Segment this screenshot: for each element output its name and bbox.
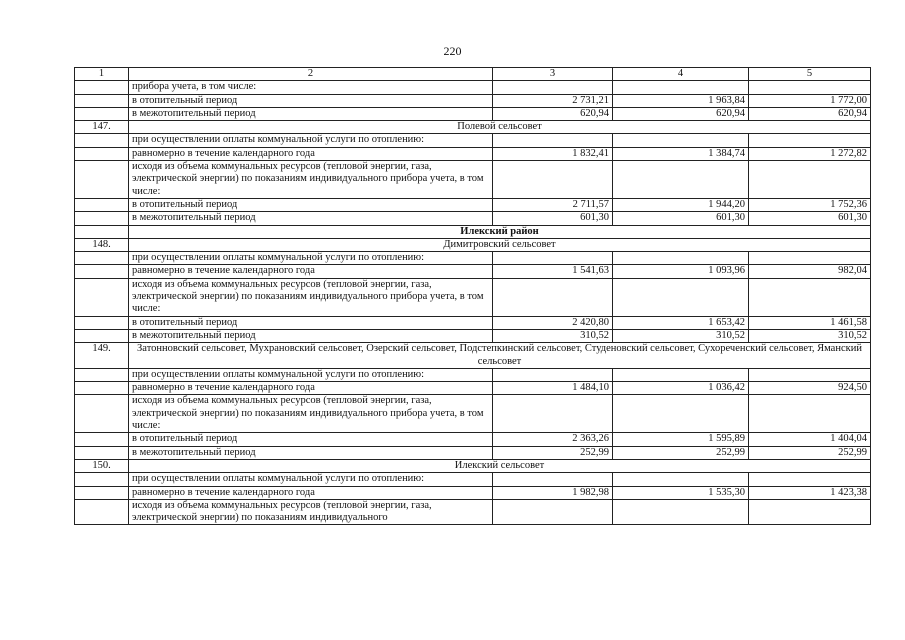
row-description-cell: в отопительный период — [129, 316, 493, 329]
row-description-cell: при осуществлении оплаты коммунальной услуги по отоплению: — [129, 252, 493, 265]
table-row — [75, 433, 871, 446]
section-title-row — [75, 459, 871, 472]
row-index-cell — [75, 433, 129, 446]
row-value-cell-5: 1 404,04 — [749, 433, 871, 446]
row-value-cell-4: 620,94 — [613, 107, 749, 120]
row-index-cell — [75, 134, 129, 147]
row-value-cell-3 — [493, 368, 613, 381]
row-description-cell: в отопительный период — [129, 433, 493, 446]
row-value-cell-5 — [749, 278, 871, 316]
district-index-cell — [75, 225, 129, 238]
row-description-cell: при осуществлении оплаты коммунальной услуги по отоплению: — [129, 473, 493, 486]
table-row — [75, 161, 871, 199]
table-row — [75, 316, 871, 329]
section-title-row — [75, 121, 871, 134]
row-description-cell: исходя из объема коммунальных ресурсов (тепловой энергии, газа, электрической энергии) по показаниям индивидуального прибора учета, в том числе: — [129, 161, 493, 199]
table-row — [75, 147, 871, 160]
row-description-cell: в межотопительный период — [129, 107, 493, 120]
row-value-cell-4 — [613, 81, 749, 94]
table-row — [75, 395, 871, 433]
row-value-cell-5: 924,50 — [749, 382, 871, 395]
row-value-cell-5: 982,04 — [749, 265, 871, 278]
row-index-cell — [75, 161, 129, 199]
row-value-cell-5 — [749, 499, 871, 525]
row-index-cell — [75, 329, 129, 342]
row-description-cell: при осуществлении оплаты коммунальной услуги по отоплению: — [129, 368, 493, 381]
row-value-cell-3 — [493, 81, 613, 94]
row-index-cell — [75, 368, 129, 381]
row-value-cell-4 — [613, 134, 749, 147]
section-number-cell: 147. — [75, 121, 129, 134]
row-value-cell-4: 310,52 — [613, 329, 749, 342]
tariff-table — [74, 67, 871, 525]
row-index-cell — [75, 107, 129, 120]
table-row — [75, 107, 871, 120]
table-row — [75, 81, 871, 94]
row-value-cell-3: 1 484,10 — [493, 382, 613, 395]
section-title-cell: Затонновский сельсовет, Мухрановский сельсовет, Озерский сельсовет, Подстепкинский сельсовет, Студеновский сельсовет, Сухореченский сельсовет, Яманский сельсовет — [129, 343, 871, 369]
row-index-cell — [75, 446, 129, 459]
row-value-cell-5: 1 752,36 — [749, 198, 871, 211]
section-title-cell: Илекский сельсовет — [129, 459, 871, 472]
row-index-cell — [75, 316, 129, 329]
row-index-cell — [75, 278, 129, 316]
row-value-cell-3: 2 420,80 — [493, 316, 613, 329]
row-index-cell — [75, 382, 129, 395]
row-value-cell-3: 1 541,63 — [493, 265, 613, 278]
table-row — [75, 486, 871, 499]
row-value-cell-3 — [493, 395, 613, 433]
row-value-cell-5: 601,30 — [749, 212, 871, 225]
row-value-cell-4: 1 036,42 — [613, 382, 749, 395]
section-number-cell: 149. — [75, 343, 129, 369]
header-cell: 4 — [613, 68, 749, 81]
tariff-table-body — [75, 68, 871, 525]
row-index-cell — [75, 81, 129, 94]
page-number: 220 — [443, 44, 462, 58]
row-value-cell-4: 1 384,74 — [613, 147, 749, 160]
row-value-cell-3: 252,99 — [493, 446, 613, 459]
row-value-cell-3: 310,52 — [493, 329, 613, 342]
district-heading-cell: Илекский район — [129, 225, 871, 238]
row-index-cell — [75, 212, 129, 225]
row-value-cell-3 — [493, 134, 613, 147]
row-value-cell-3 — [493, 499, 613, 525]
row-value-cell-5: 1 423,38 — [749, 486, 871, 499]
table-header-row — [75, 68, 871, 81]
row-value-cell-4 — [613, 395, 749, 433]
row-description-cell: в отопительный период — [129, 94, 493, 107]
row-value-cell-5 — [749, 134, 871, 147]
table-row — [75, 329, 871, 342]
header-cell: 5 — [749, 68, 871, 81]
row-value-cell-5: 310,52 — [749, 329, 871, 342]
row-value-cell-3: 1 832,41 — [493, 147, 613, 160]
table-row — [75, 368, 871, 381]
row-description-cell: в межотопительный период — [129, 329, 493, 342]
row-value-cell-5: 1 272,82 — [749, 147, 871, 160]
row-value-cell-3 — [493, 278, 613, 316]
row-value-cell-4 — [613, 368, 749, 381]
row-description-cell: прибора учета, в том числе: — [129, 81, 493, 94]
row-value-cell-4: 1 944,20 — [613, 198, 749, 211]
row-value-cell-5 — [749, 368, 871, 381]
row-description-cell: в отопительный период — [129, 198, 493, 211]
row-description-cell: равномерно в течение календарного года — [129, 147, 493, 160]
row-value-cell-3: 2 711,57 — [493, 198, 613, 211]
row-value-cell-5: 1 772,00 — [749, 94, 871, 107]
section-title-row — [75, 238, 871, 251]
row-description-cell: в межотопительный период — [129, 212, 493, 225]
table-row — [75, 473, 871, 486]
row-index-cell — [75, 94, 129, 107]
header-cell: 3 — [493, 68, 613, 81]
row-description-cell: исходя из объема коммунальных ресурсов (тепловой энергии, газа, электрической энергии) по показаниям индивидуального — [129, 499, 493, 525]
table-row — [75, 94, 871, 107]
row-value-cell-3 — [493, 473, 613, 486]
row-value-cell-4: 1 535,30 — [613, 486, 749, 499]
row-index-cell — [75, 147, 129, 160]
table-row — [75, 265, 871, 278]
row-value-cell-5: 620,94 — [749, 107, 871, 120]
row-value-cell-5 — [749, 252, 871, 265]
row-description-cell: исходя из объема коммунальных ресурсов (тепловой энергии, газа, электрической энергии) по показаниям индивидуального прибора учета, в том числе: — [129, 395, 493, 433]
row-value-cell-4 — [613, 161, 749, 199]
table-row — [75, 278, 871, 316]
row-value-cell-5: 252,99 — [749, 446, 871, 459]
row-description-cell: равномерно в течение календарного года — [129, 382, 493, 395]
table-row — [75, 499, 871, 525]
row-value-cell-3: 1 982,98 — [493, 486, 613, 499]
row-value-cell-5: 1 461,58 — [749, 316, 871, 329]
row-value-cell-3: 620,94 — [493, 107, 613, 120]
row-value-cell-4: 1 963,84 — [613, 94, 749, 107]
table-row — [75, 198, 871, 211]
table-row — [75, 382, 871, 395]
row-value-cell-4: 252,99 — [613, 446, 749, 459]
row-description-cell: равномерно в течение календарного года — [129, 265, 493, 278]
section-number-cell: 148. — [75, 238, 129, 251]
row-index-cell — [75, 499, 129, 525]
section-title-cell: Полевой сельсовет — [129, 121, 871, 134]
row-value-cell-3 — [493, 161, 613, 199]
row-value-cell-3 — [493, 252, 613, 265]
row-value-cell-4: 1 093,96 — [613, 265, 749, 278]
row-value-cell-3: 601,30 — [493, 212, 613, 225]
row-index-cell — [75, 473, 129, 486]
header-cell: 2 — [129, 68, 493, 81]
row-index-cell — [75, 252, 129, 265]
row-description-cell: при осуществлении оплаты коммунальной услуги по отоплению: — [129, 134, 493, 147]
row-value-cell-5 — [749, 395, 871, 433]
row-value-cell-4 — [613, 473, 749, 486]
row-value-cell-4 — [613, 499, 749, 525]
row-value-cell-4 — [613, 252, 749, 265]
row-index-cell — [75, 198, 129, 211]
row-description-cell: в межотопительный период — [129, 446, 493, 459]
row-description-cell: исходя из объема коммунальных ресурсов (тепловой энергии, газа, электрической энергии) по показаниям индивидуального прибора учета, в том числе: — [129, 278, 493, 316]
section-number-cell: 150. — [75, 459, 129, 472]
table-row — [75, 446, 871, 459]
row-value-cell-5 — [749, 473, 871, 486]
header-cell: 1 — [75, 68, 129, 81]
row-value-cell-4: 1 653,42 — [613, 316, 749, 329]
table-row — [75, 212, 871, 225]
row-value-cell-5 — [749, 161, 871, 199]
row-value-cell-3: 2 363,26 — [493, 433, 613, 446]
row-value-cell-4 — [613, 278, 749, 316]
table-row — [75, 134, 871, 147]
row-index-cell — [75, 395, 129, 433]
section-title-row — [75, 343, 871, 369]
row-value-cell-4: 601,30 — [613, 212, 749, 225]
row-description-cell: равномерно в течение календарного года — [129, 486, 493, 499]
table-row — [75, 252, 871, 265]
row-value-cell-5 — [749, 81, 871, 94]
row-value-cell-4: 1 595,89 — [613, 433, 749, 446]
row-value-cell-3: 2 731,21 — [493, 94, 613, 107]
row-index-cell — [75, 265, 129, 278]
district-heading-row — [75, 225, 871, 238]
row-index-cell — [75, 486, 129, 499]
section-title-cell: Димитровский сельсовет — [129, 238, 871, 251]
